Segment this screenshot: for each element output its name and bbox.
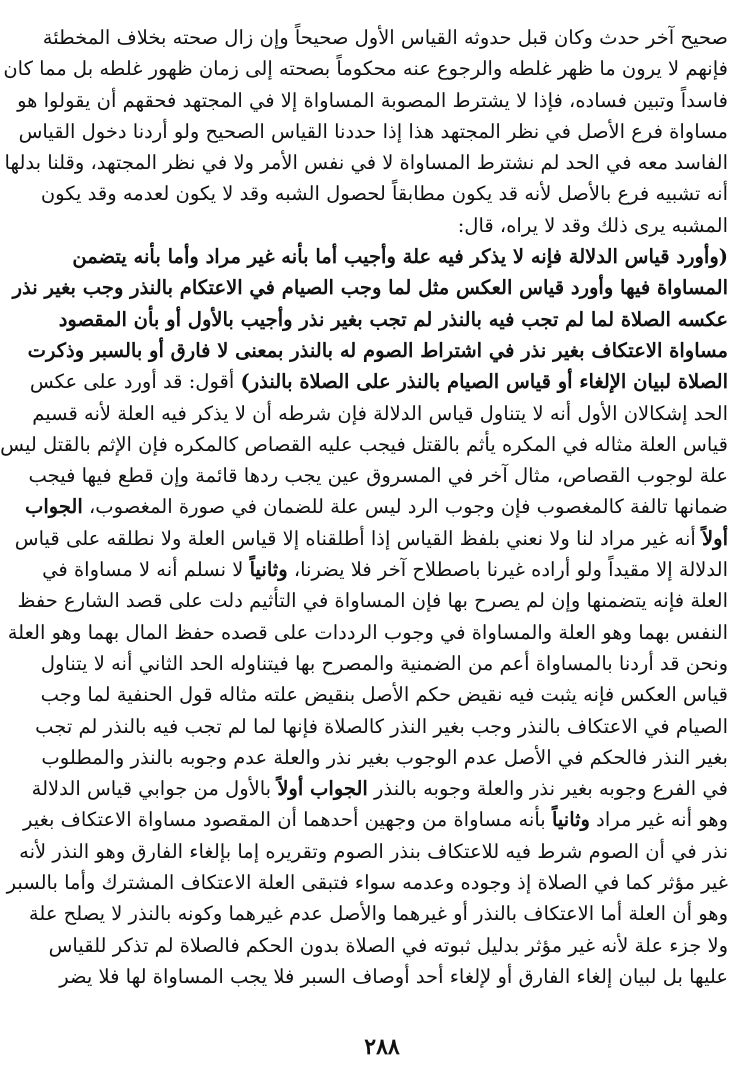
text-line: فإنهم لا يرون ما ظهر غلطه والرجوع عنه محكوماً بصحته إلى زمان ظهور غلطه بل مما كان — [3, 57, 728, 81]
text-segment: بالأول من جوابي قياس الدلالة — [31, 777, 278, 801]
commentary-start: أقول: قد أورد على عكس — [29, 370, 241, 394]
text-line: أنه تشبيه فرع بالأصل لأنه قد يكون مطابقاً لحصول الشبه وقد لا يكون لعدمه وقد يكون — [40, 182, 728, 206]
text-segment: في الفرع وجوبه بغير نذر والعلة وجوبه بالنذر — [367, 777, 728, 801]
text-line: علة لوجوب القصاص، مثال آخر في المسروق عين يجب ردها قائمة وإن قطع فيها فيجب — [28, 464, 728, 488]
text-line: ونحن قد أردنا بالمساواة أعم من الضمنية والمصرح بها فيتناوله الحد الثاني أنه لا يتناول — [40, 651, 728, 675]
text-line: غير مؤثر كما في الصلاة إذ وجوده وعدمه سواء فتبقى العلة الاعتكاف المشترك وأما بالسبر — [6, 871, 728, 895]
text-line: بغير النذر فالحكم في الأصل عدم الوجوب بغير نذر والعلة عدم وجوبه بالنذر والمطلوب — [41, 745, 728, 769]
page-body — [0, 22, 728, 992]
text-line — [24, 491, 728, 522]
text-line: الفاسد معه في الحد لم نشترط المساواة لا في نفس الأمر ولا في نظر المجتهد، وقلنا بدلها — [4, 151, 728, 175]
text-line — [34, 554, 728, 585]
text-segment: لا نسلم أنه لا مساواة في — [42, 558, 250, 582]
quoted-text-line: عكسه الصلاة لما لم تجب فيه بالنذر لم تجب بغير نذر وأجيب بالأول أو بأن المقصود — [58, 307, 728, 331]
text-segment: وهو أنه غير مراد — [589, 808, 728, 832]
quoted-text-line: المساواة فيها وأورد قياس العكس مثل لما وجب الصيام في الاعتكام بالنذر وجب بغير نذر — [12, 276, 728, 300]
quoted-text-end: الصلاة لبيان الإلغاء أو قياس الصيام بالنذر على الصلاة بالنذر) — [240, 370, 728, 394]
text-line: وهو أن العلة أما الاعتكاف بالنذر أو غيرهما والأصل عدم غيرهما وكونه بالنذر لا يصلح علة — [28, 902, 728, 926]
text-line: العلة فإنه يتضمنها وإن لم يصرح بها فإن المساواة في التأثيم دلت على قصد الشارع حفظ — [17, 589, 728, 613]
answer-heading: وثانياً — [249, 558, 288, 582]
text-line: نذر في أن الصوم شرط فيه للاعتكاف بنذر الصوم وتقريره إما بإلغاء الفارق وهو النذر لأنه — [19, 839, 728, 863]
text-line — [14, 523, 728, 554]
text-line: قياس العكس فإنه يثبت فيه نقيض حكم الأصل بنقيض علته مثاله قول الحنفية لما وجب — [40, 683, 728, 707]
answer-heading: وثانياً — [551, 808, 590, 832]
page-number: ٢٨٨ — [364, 1034, 400, 1060]
answer-heading: أولاً — [702, 526, 728, 550]
answer-heading: الجواب — [24, 495, 83, 519]
text-line: الحد إشكالان الأول أنه لا يتناول قياس الدلالة فإن شرطه أن لا يذكر فيه العلة لأنه قسيم — [32, 401, 728, 425]
text-line: الصيام في الاعتكاف بالنذر وجب بغير النذر كالصلاة فإنها لما لم تجب فيه بالنذر لم تجب — [35, 714, 728, 738]
text-line: عليها بل لبيان إلغاء الفارق أو لإلغاء أحد أوصاف السبر فلا يجب المساواة لها فلا يضر — [59, 964, 728, 988]
text-segment: أنه غير مراد لنا ولا نعني بلفظ القياس إذا أطلقناه إلا قياس العلة ولا نطلقه على قياس — [14, 526, 703, 550]
text-line — [31, 773, 728, 804]
text-line — [22, 804, 728, 835]
text-line: صحيح آخر حدث وكان قبل حدوثه القياس الأول صحيحاً وإن زال صحته بخلاف المخطئة — [42, 26, 728, 49]
text-line: فاسداً وتبين فساده، فإذا لا يشترط المصوبة المساواة إلا في المجتهد فحقهم أن يقولوا هو — [17, 88, 728, 112]
text-segment: الدلالة إلا مقيداً ولو أراده غيرنا باصطلاح آخر فلا يضرنا، — [287, 558, 728, 582]
text-line: المشبه يرى ذلك وقد لا يراه، قال: — [457, 213, 728, 237]
quoted-text-line: (وأورد قياس الدلالة فإنه لا يذكر فيه علة وأجيب أما بأنه غير مراد وأما بأنه يتضمن — [72, 245, 728, 269]
text-line: مساواة فرع الأصل في نظر المجتهد هذا إذا حددنا القياس الصحيح ولو أردنا دخول القياس — [18, 119, 728, 143]
text-line — [29, 366, 728, 397]
text-line: ولا جزء علة لأنه غير مؤثر بدليل ثبوته في الصلاة بدون الحكم فالصلاة لم تذكر للقياس — [48, 933, 728, 957]
text-segment: بأنه مساواة من وجهين أحدهما أن المقصود مساواة الاعتكاف بغير — [22, 808, 552, 832]
text-line: قياس العلة مثاله في المكره يأثم بالقتل فيجب عليه القصاص كالمكره فإن الإثم بالقتل ليس — [0, 432, 728, 456]
quoted-text-line: مساواة الاعتكاف بغير نذر في اشتراط الصوم له بالنذر بمعنى لا فارق أو بالسبر وذكرت — [27, 338, 728, 362]
text-segment: ضمانها تالفة كالمغصوب فإن وجوب الرد ليس علة للضمان في صورة المغصوب، — [82, 495, 728, 519]
answer-heading: الجواب أولاً — [277, 777, 368, 801]
text-line: النفس بهما وهو العلة والمساواة في وجوب الرددات على قصده حفظ المال بهما وهو العلة — [7, 620, 728, 644]
